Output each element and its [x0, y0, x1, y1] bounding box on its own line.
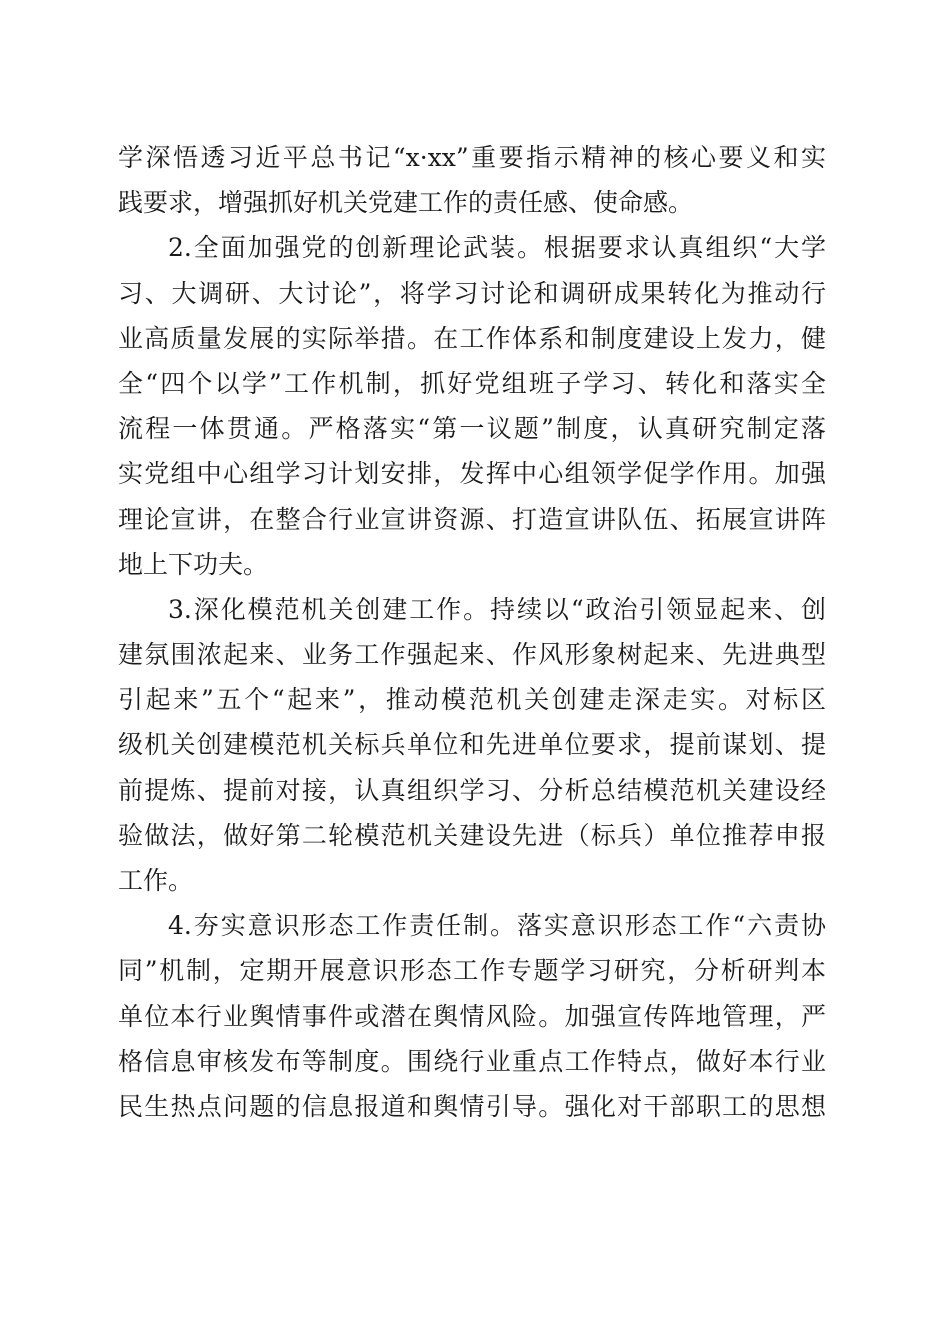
text-line: 同”机制，定期开展意识形态工作专题学习研究，分析研判本 [118, 956, 826, 986]
text-line: 4.夯实意识形态工作责任制。落实意识形态工作“六责协 [168, 911, 826, 941]
text-line: 验做法，做好第二轮模范机关建设先进（标兵）单位推荐申报 [118, 820, 826, 850]
paragraph-item-2-theory [118, 225, 826, 587]
text-line: 级机关创建模范机关标兵单位和先进单位要求，提前谋划、提 [118, 730, 826, 760]
paragraph-continued-intro [118, 135, 826, 225]
paragraph-item-4-ideology [118, 903, 826, 1129]
text-line: 3.深化模范机关创建工作。持续以“政治引领显起来、创 [168, 594, 826, 624]
text-line: 全“四个以学”工作机制，抓好党组班子学习、转化和落实全 [118, 368, 826, 398]
text-line: 理论宣讲，在整合行业宣讲资源、打造宣讲队伍、拓展宣讲阵 [118, 504, 826, 534]
text-line: 格信息审核发布等制度。围绕行业重点工作特点，做好本行业 [118, 1046, 826, 1076]
text-line: 2.全面加强党的创新理论武装。根据要求认真组织“大学 [168, 233, 826, 263]
text-line: 践要求，增强抓好机关党建工作的责任感、使命感。 [118, 188, 694, 218]
text-line: 工作。 [118, 866, 194, 895]
text-line: 业高质量发展的实际举措。在工作体系和制度建设上发力，健 [118, 323, 826, 353]
text-line: 流程一体贯通。严格落实“第一议题”制度，认真研究制定落 [118, 414, 826, 444]
text-line: 地上下功夫。 [118, 549, 269, 579]
text-line: 引起来”五个“起来”，推动模范机关创建走深走实。对标区 [118, 685, 826, 715]
document-page [118, 135, 826, 1129]
text-line: 实党组中心组学习计划安排，发挥中心组领学促学作用。加强 [118, 459, 826, 489]
text-line: 习、大调研、大讨论”，将学习讨论和调研成果转化为推动行 [118, 278, 826, 308]
text-line: 建氛围浓起来、业务工作强起来、作风形象树起来、先进典型 [118, 640, 826, 670]
text-line: 学深悟透习近平总书记“x·xx”重要指示精神的核心要义和实 [118, 143, 826, 172]
text-line: 民生热点问题的信息报道和舆情引导。强化对干部职工的思想 [118, 1091, 826, 1121]
text-line: 前提炼、提前对接，认真组织学习、分析总结模范机关建设经 [118, 775, 826, 805]
text-line: 单位本行业舆情事件或潜在舆情风险。加强宣传阵地管理，严 [118, 1001, 826, 1031]
paragraph-item-3-model-organ [118, 587, 826, 903]
